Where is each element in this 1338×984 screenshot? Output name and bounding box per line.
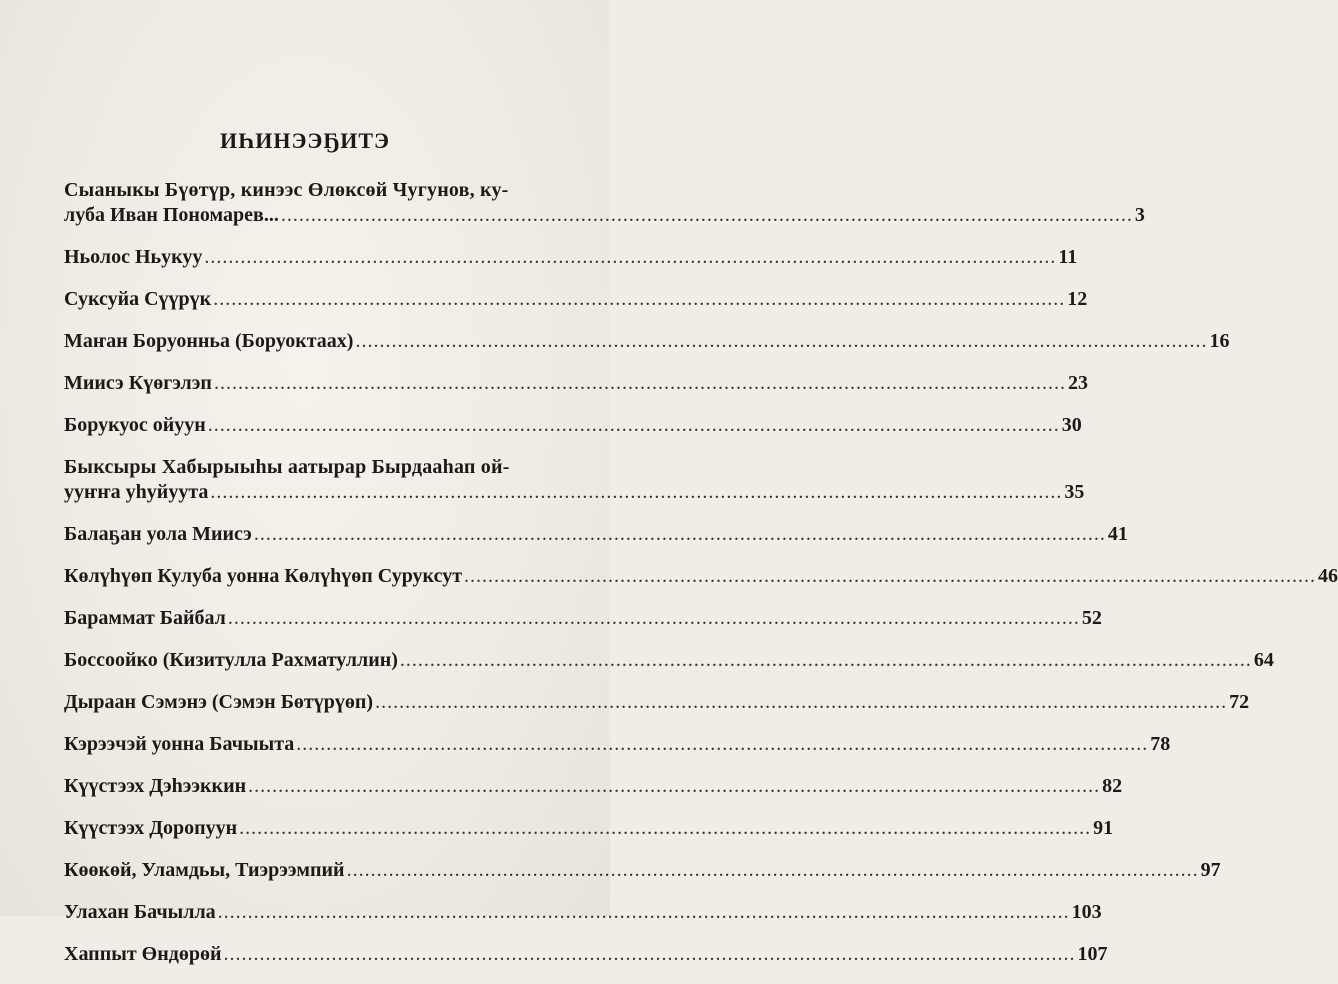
toc-page-number: 46	[1318, 565, 1338, 587]
toc-entry	[64, 690, 1250, 715]
toc-entry	[64, 858, 1221, 883]
toc-entry-text: Күүстээх Дэһээккин	[64, 775, 247, 797]
toc-entry-text: Улахан Бачылла	[64, 901, 216, 923]
leader-dots	[210, 480, 1062, 505]
leader-dots	[224, 942, 1076, 967]
toc-page-number: 12	[1067, 288, 1088, 310]
leader-dots	[208, 413, 1060, 438]
toc-entry	[64, 816, 1114, 841]
toc-entry	[64, 455, 1085, 505]
toc-entry-text: Хаппыт Өндөрөй	[64, 943, 222, 965]
toc-entry	[64, 732, 1171, 757]
toc-entry-text: Балаҕан уола Миисэ	[64, 523, 252, 545]
toc-entry-text: Ньолос Ньукуу	[64, 246, 203, 268]
leader-dots	[214, 371, 1066, 396]
toc-page-number: 11	[1058, 246, 1078, 268]
toc-entry	[64, 900, 1102, 925]
leader-dots	[218, 900, 1070, 925]
toc-entry-text: Суксуйа Сүүрүк	[64, 288, 212, 310]
toc-page-number: 103	[1071, 901, 1102, 923]
toc-page-number: 82	[1102, 775, 1123, 797]
toc-page-number: 3	[1134, 204, 1145, 226]
toc-entry	[64, 606, 1102, 631]
toc-page-number: 30	[1061, 414, 1082, 436]
leader-dots	[400, 648, 1252, 673]
toc-entry	[64, 774, 1123, 799]
leader-dots	[248, 774, 1100, 799]
leader-dots	[296, 732, 1148, 757]
toc-entry-text: Дыраан Сэмэнэ (Сэмэн Бөтүрүөп)	[64, 691, 374, 713]
toc-page-number: 91	[1093, 817, 1114, 839]
toc-page-number: 52	[1081, 607, 1102, 629]
leader-dots	[254, 522, 1106, 547]
toc-page-number: 64	[1253, 649, 1274, 671]
leader-dots	[355, 329, 1207, 354]
toc-entry-text: Маҥан Боруонньа (Боруоктаах)	[64, 330, 354, 352]
leader-dots	[464, 564, 1316, 589]
toc-entry-text: ууҥҥа уһуйуута	[64, 481, 209, 503]
leader-dots	[204, 245, 1056, 270]
toc-entry-text: Бараммат Байбал	[64, 607, 226, 629]
toc-page-number: 72	[1229, 691, 1250, 713]
leader-dots	[213, 287, 1065, 312]
table-of-contents	[64, 178, 1338, 984]
toc-entry-text: Көөкөй, Уламдьы, Тиэрээмпий	[64, 859, 345, 881]
toc-entry-text: луба Иван Пономарев...	[64, 204, 279, 226]
page-title: ИҺИНЭЭҔИТЭ	[220, 128, 390, 153]
toc-page-number: 23	[1067, 372, 1088, 394]
leader-dots	[347, 858, 1199, 883]
toc-entry-text: Миисэ Күөгэлэп	[64, 372, 212, 394]
toc-page-number: 78	[1150, 733, 1171, 755]
toc-entry-text: Күүстээх Доропуун	[64, 817, 238, 839]
toc-entry	[64, 371, 1088, 396]
leader-dots	[375, 690, 1227, 715]
toc-entry-text-line1: Быксыры Хабырыыһы аатырар Бырдааһап ой-	[64, 456, 510, 478]
toc-entry-text: Кэрээчэй уонна Бачыыта	[64, 733, 295, 755]
toc-page-number: 16	[1209, 330, 1230, 352]
toc-entry	[64, 413, 1082, 438]
toc-entry	[64, 178, 1145, 228]
leader-dots	[281, 203, 1133, 228]
toc-entry-text: Көлүһүөп Кулуба уонна Көлүһүөп Суруксут	[64, 565, 463, 587]
leader-dots	[228, 606, 1080, 631]
toc-page-number: 35	[1064, 481, 1085, 503]
toc-entry	[64, 329, 1230, 354]
toc-entry-text-line1: Сыаныкы Бүөтүр, кинээс Өлөксөй Чугунов, ку-	[64, 179, 509, 201]
toc-entry	[64, 245, 1078, 270]
toc-entry	[64, 564, 1338, 589]
toc-page-number: 41	[1107, 523, 1128, 545]
toc-entry	[64, 287, 1088, 312]
toc-entry	[64, 942, 1108, 967]
toc-entry	[64, 648, 1274, 673]
toc-entry-text: Боссоойко (Кизитулла Рахматуллин)	[64, 649, 398, 671]
toc-page-number: 97	[1200, 859, 1221, 881]
leader-dots	[239, 816, 1091, 841]
toc-page-number: 107	[1077, 943, 1108, 965]
toc-entry	[64, 522, 1128, 547]
toc-entry-text: Борукуос ойуун	[64, 414, 206, 436]
